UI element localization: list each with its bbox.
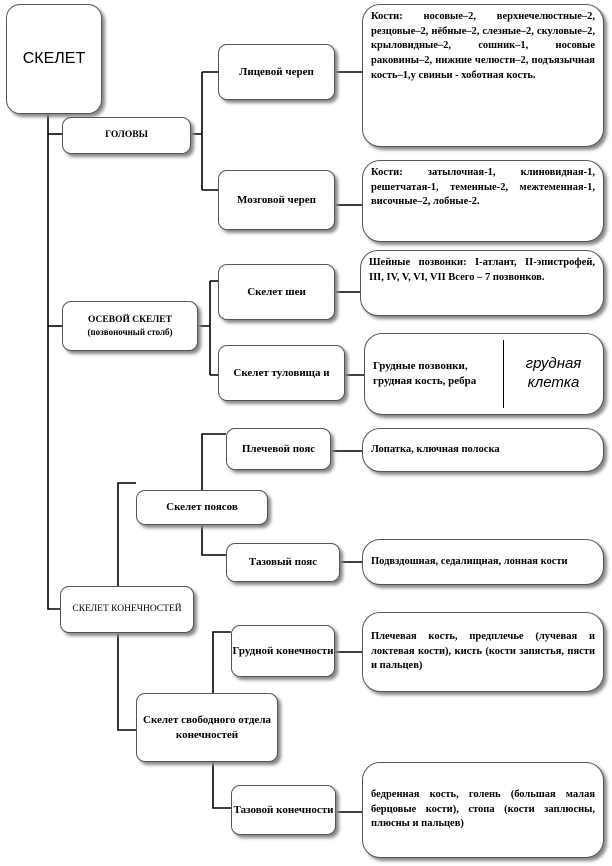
girdles-skeleton-label: Скелет поясов	[166, 501, 238, 514]
pelvic-limb-bones-box	[362, 762, 604, 858]
neck-bones-text: Шейные позвонки: I-атлант, II-эпистрофей, III, IV, V, VI, VII Всего – 7 позвонков.	[369, 257, 595, 283]
connector-head-bracket	[191, 72, 218, 190]
axial-skeleton-label: ОСЕВОЙ СКЕЛЕТ	[88, 314, 172, 325]
facial-skull-box	[218, 44, 335, 100]
trunk-skeleton-box	[218, 345, 345, 401]
head-skeleton-box	[62, 117, 191, 154]
pelvic-limb-box	[231, 785, 336, 835]
shoulder-girdle-bones-text: Лопатка, ключная полоска	[371, 443, 500, 455]
thoracic-limb-bones-text: Плечевая кость, предплечье (лучевая и локтевая кости), кисть (кости запястья, пясти и пальцев)	[371, 630, 595, 672]
free-limb-skeleton-box	[136, 693, 278, 762]
trunk-bones-divider	[503, 340, 504, 408]
cranial-skull-label: Мозговой череп	[237, 193, 316, 206]
shoulder-girdle-box	[226, 428, 331, 470]
thoracic-limb-bones-box	[362, 612, 604, 692]
connector-axial-bracket	[198, 281, 218, 375]
girdles-skeleton-box	[136, 490, 268, 525]
cranial-skull-box	[218, 170, 335, 230]
free-limb-skeleton-label: Скелет свободного отдела конечностей	[143, 713, 271, 741]
cranial-bones-box	[362, 160, 604, 242]
pelvic-girdle-label: Тазовый пояс	[248, 556, 318, 569]
neck-bones-box	[360, 250, 604, 316]
axial-skeleton-box	[62, 301, 198, 351]
pelvic-limb-bones-text: бедренная кость, голень (большая малая берцовые кости), стопа (кости заплюсны, плюсны и пальцев)	[371, 788, 595, 830]
facial-bones-text: Кости: носовые–2, верхнечелюстные–2, резцовые–2, нёбные–2, слезные–2, скуловые–2, крыловидные–2, сошник–1, носовые раковины–2, нижние челюсти–2, подъязычная кость–1,у свиньи - хоботная кость.	[371, 11, 595, 81]
pelvic-limb-label: Тазовой конечности	[233, 803, 334, 816]
neck-skeleton-label: Скелет шеи	[247, 285, 306, 298]
cranial-bones-text: Кости: затылочная-1, клиновидная-1, решетчатая-1, теменные-2, межтеменная-1, височные–2, лобные-2.	[371, 167, 595, 208]
facial-skull-label: Лицевой череп	[239, 65, 314, 78]
thoracic-cage-label: грудная клетка	[525, 355, 582, 391]
thoracic-limb-label: Грудной конечности	[232, 644, 334, 657]
trunk-skeleton-label: Скелет туловища и	[233, 366, 330, 379]
trunk-bones-text: Грудные позвонки, грудная кость, ребра	[373, 360, 477, 387]
root-skeleton-box	[6, 4, 102, 114]
trunk-bones-box	[364, 333, 604, 415]
shoulder-girdle-label: Плечевой пояс	[241, 442, 316, 455]
neck-skeleton-box	[218, 264, 335, 320]
axial-skeleton-sublabel: (позвоночный столб)	[87, 327, 173, 338]
shoulder-girdle-bones-box	[362, 428, 604, 472]
root-skeleton-label: СКЕЛЕТ	[22, 50, 86, 68]
connector-root-trunk	[48, 88, 60, 609]
pelvic-girdle-box	[226, 543, 340, 582]
pelvic-girdle-bones-text: Подвздошная, седалищная, лонная кости	[371, 555, 568, 567]
thoracic-limb-box	[231, 625, 335, 677]
limbs-skeleton-label: СКЕЛЕТ КОНЕЧНОСТЕЙ	[72, 604, 182, 615]
head-skeleton-label: ГОЛОВЫ	[105, 130, 148, 141]
limbs-skeleton-box	[60, 586, 194, 633]
pelvic-girdle-bones-box	[362, 539, 604, 585]
facial-bones-box	[362, 4, 604, 147]
